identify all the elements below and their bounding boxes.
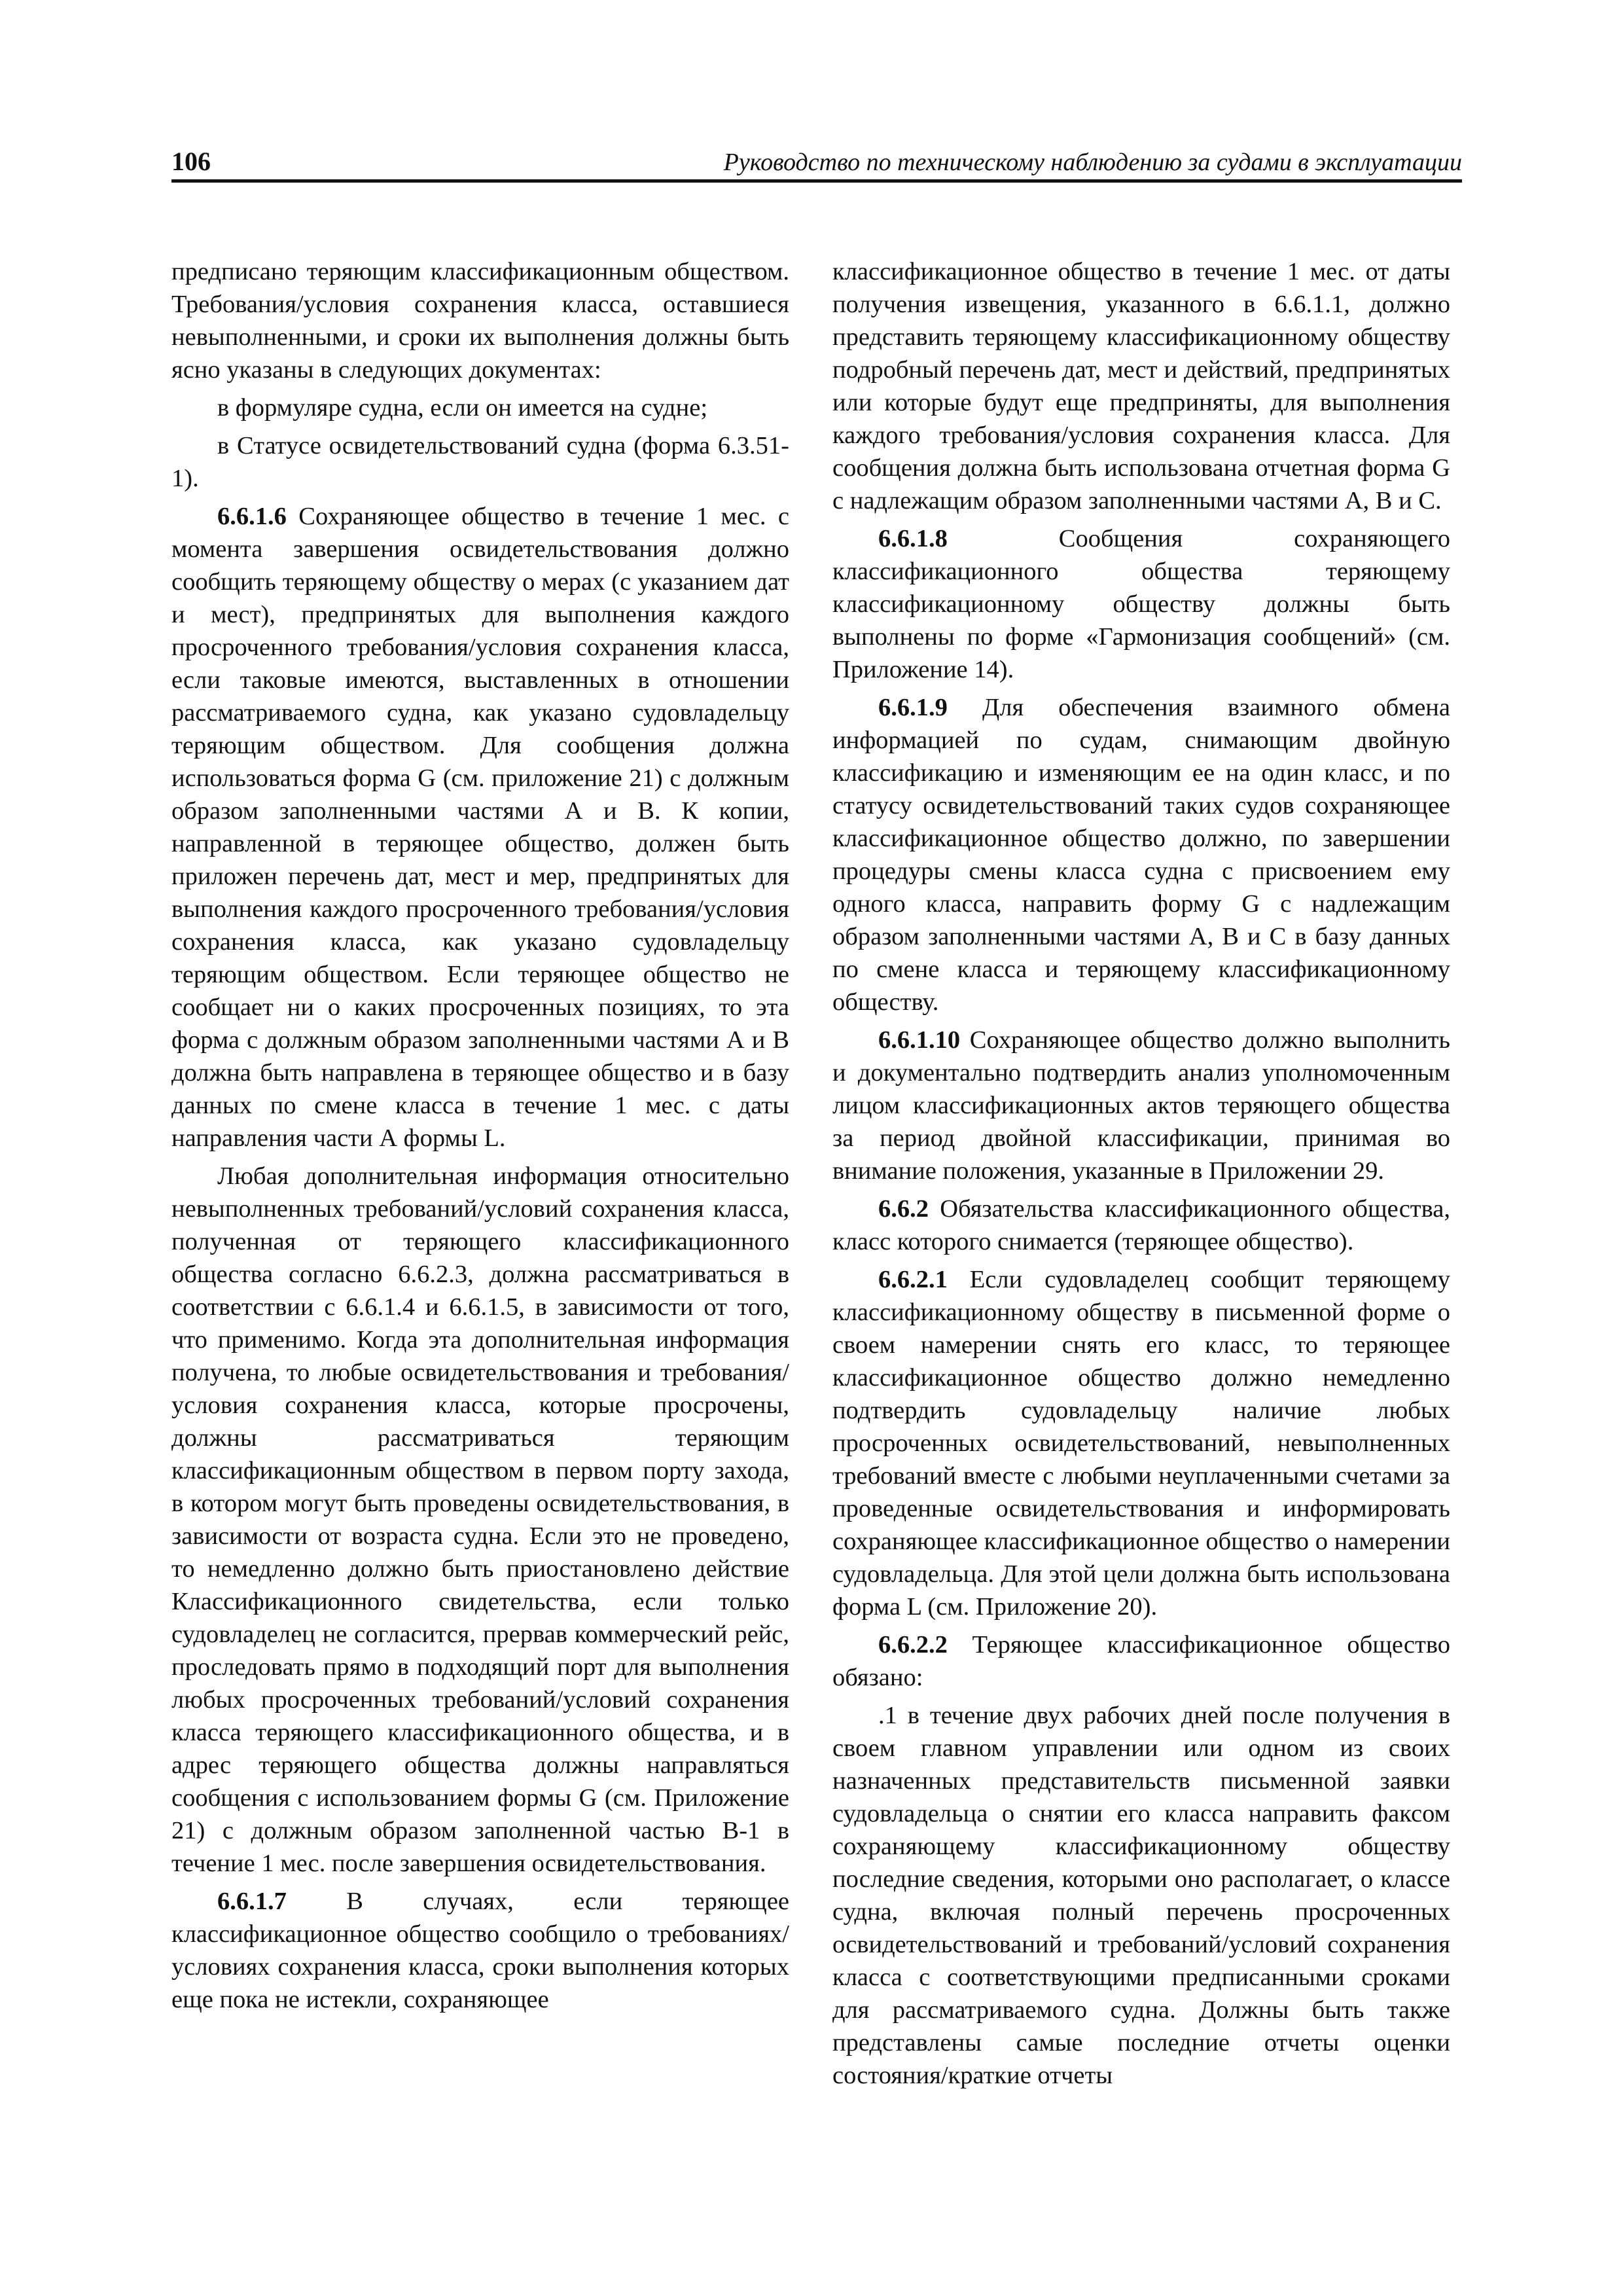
page-number: 106: [171, 147, 211, 176]
paragraph: Любая дополнительная информация относительно невыполненных требований/условий сохранения класса, полученная от теряющего классификационного общества согласно 6.6.2.3, должна рассматриваться в соответствии с 6.6.1.4 и 6.6.1.5, в зависимости от того, что применимо. Когда эта дополнительная информация получена, то любые освидетельствования и требования/условия сохранения класса, которые просрочены, должны рассматриваться теряющим классификационным обществом в первом порту захода, в котором могут быть проведены освидетельствования, в зависимости от возраста судна. Если это не проведено, то немедленно должно быть приостановлено действие Классификационного свидетельства, если только судовладелец не согласится, прервав коммерческий рейс, проследовать прямо в подходящий порт для выполнения любых просроченных требований/условий сохранения класса теряющего классификационного общества, и в адрес теряющего общества должны направляться сообщения с использованием формы G (см. Приложение 21) с должным образом заполненной частью В-1 в течение 1 мес. после завершения освидетельствования.: [171, 1162, 789, 1877]
page-header: [171, 145, 1462, 183]
paragraph: предписано теряющим классификационным обществом. Требования/условия сохранения класса, оставшиеся невыполненными, и сроки их выполнения должны быть ясно указаны в следующих документах:: [171, 258, 789, 384]
paragraph: 6.6.1.10 Сохраняющее общество должно выполнить и документально подтвердить анализ уполномоченным лицом классификационных актов теряющего общества за период двойной классификации, принимая во внимание положения, указанные в Приложении 29.: [832, 1026, 1450, 1185]
paragraph: классификационное общество в течение 1 мес. от даты получения извещения, указанного в 6.6.1.1, должно представить теряющему классификационному обществу подробный перечень дат, мест и действий, предпринятых или которые будут еще предприняты, для выполнения каждого требования/условия сохранения класса. Для сообщения должна быть использована отчетная форма G с надлежащим образом заполненными частями А, В и С.: [832, 258, 1450, 514]
paragraph: 6.6.1.9 Для обеспечения взаимного обмена информацией по судам, снимающим двойную классификацию и изменяющим ее на один класс, и по статусу освидетельствований таких судов сохраняющее классификационное общество должно, по завершении процедуры смены класса судна с присвоением ему одного класса, направить форму G с надлежащим образом заполненными частями А, В и С в базу данных по смене класса и теряющему классификационному обществу.: [832, 694, 1450, 1016]
paragraph: в Статусе освидетельствований судна (форма 6.3.51-1).: [171, 432, 789, 492]
clause-number: 6.6.1.9: [878, 694, 948, 721]
clause-number: 6.6.2.1: [878, 1266, 948, 1293]
clause-number: 6.6.1.10: [878, 1026, 961, 1054]
clause-number: 6.6.1.6: [217, 503, 287, 530]
paragraph: 6.6.2.2 Теряющее классификационное общество обязано:: [832, 1631, 1450, 1691]
right-column: [832, 255, 1450, 2097]
clause-number: 6.6.1.7: [217, 1888, 287, 1915]
paragraph: 6.6.1.6 Сохраняющее общество в течение 1 мес. с момента завершения освидетельствования должно сообщить теряющему обществу о мерах (с указанием дат и мест), предпринятых для выполнения каждого просроченного требования/условия сохранения класса, если таковые имеются, выставленных в отношении рассматриваемого судна, как указано судовладельцу теряющим обществом. Для сообщения должна использоваться форма G (см. приложение 21) с должным образом заполненными частями А и В. К копии, направленной в теряющее общество, должен быть приложен перечень дат, мест и мер, предпринятых для выполнения каждого просроченного требования/условия сохранения класса, как указано судовладельцу теряющим обществом. Если теряющее общество не сообщает ни о каких просроченных позициях, то эта форма с должным образом заполненными частями А и В должна быть направлена в теряющее общество и в базу данных по смене класса в течение 1 мес. с даты направления части А формы L.: [171, 503, 789, 1152]
left-column: [171, 255, 789, 2021]
paragraph: в формуляре судна, если он имеется на судне;: [217, 394, 708, 422]
paragraph: 6.6.1.7 В случаях, если теряющее классификационное общество сообщило о требованиях/условиях сохранения класса, сроки выполнения которых еще пока не истекли, сохраняющее: [171, 1888, 789, 2013]
section-heading: 6.6.2 Обязательства классификационного общества, класс которого снимается (теряющее общество).: [832, 1195, 1450, 1255]
clause-number: 6.6.1.8: [878, 525, 948, 552]
clause-number: 6.6.2: [878, 1195, 929, 1223]
paragraph: 6.6.2.1 Если судовладелец сообщит теряющему классификационному обществу в письменной форме о своем намерении снять его класс, то теряющее классификационное общество должно немедленно подтвердить судовладельцу наличие любых просроченных освидетельствований, невыполненных требований вместе с любыми неуплаченными счетами за проведенные освидетельствования и информировать сохраняющее классификационное общество о намерении судовладельца. Для этой цели должна быть использована форма L (см. Приложение 20).: [832, 1266, 1450, 1621]
running-title: Руководство по техническому наблюдению за судами в эксплуатации: [723, 149, 1462, 176]
clause-number: 6.6.2.2: [878, 1631, 948, 1659]
paragraph: .1 в течение двух рабочих дней после получения в своем главном управлении или одном из своих назначенных представительств письменной заявки судовладельца о снятии его класса направить факсом сохраняющему классификационному обществу последние сведения, которыми оно располагает, о классе судна, включая полный перечень просроченных освидетельствований и требований/условий сохранения класса с соответствующими предписанными сроками для рассматриваемого судна. Должны быть также представлены самые последние отчеты оценки состояния/краткие отчеты: [832, 1702, 1450, 2089]
paragraph: 6.6.1.8 Сообщения сохраняющего классификационного общества теряющему классификационному обществу должны быть выполнены по форме «Гармонизация сообщений» (см. Приложение 14).: [832, 525, 1450, 683]
